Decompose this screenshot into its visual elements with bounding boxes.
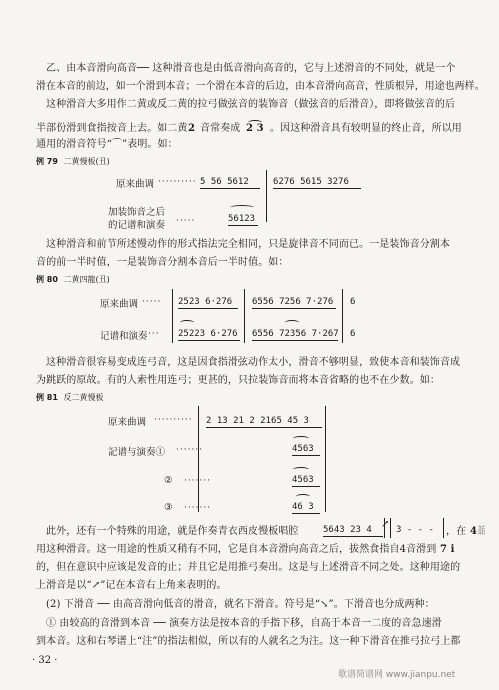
underline xyxy=(200,188,260,189)
example-label: 例 80 二黄四龍(丑) xyxy=(36,275,110,284)
paragraph-text: 用这种滑音。这一用途的性质又稍有不同，它是自本音滑向高音之后，拔然食指自4音滑到 xyxy=(36,544,437,555)
row-label: 的记谱和演奏 xyxy=(108,220,166,231)
inline-note: 2 xyxy=(188,123,196,134)
barline xyxy=(198,406,199,512)
leader-dots: ·········· xyxy=(154,415,193,425)
measure-notes: 6276 5615 3276 xyxy=(273,177,349,187)
paragraph-text: 此外，还有一个特殊的用途，就是作奏青衣西皮慢板唱腔 xyxy=(46,526,299,537)
paragraph-text: 音常奏成 xyxy=(200,123,241,134)
measure-notes: 4563 xyxy=(292,444,314,454)
slur-mark xyxy=(248,120,262,125)
example-label: 例 79 二黄慢板(丑) xyxy=(36,157,110,166)
measure-notes: 5643 23 4 xyxy=(323,525,372,535)
measure-notes: 3 - - - xyxy=(396,525,434,535)
paragraph-text: 这种滑音和前节所述慢动作的形式指法完全相同，只是旋律音不同而已。一是装饰音分割本 xyxy=(46,239,450,250)
measure-notes: 56123 xyxy=(228,214,256,224)
leader-dots: ····· xyxy=(176,216,196,226)
paragraph-text: 上滑音是以“↗”记在本音右上角来表明的。 xyxy=(36,580,227,591)
measure-notes: 46 3 xyxy=(292,502,314,512)
slur-mark xyxy=(293,467,309,472)
slur-mark xyxy=(296,494,310,499)
row-label: ② xyxy=(164,475,173,486)
barline xyxy=(172,289,173,343)
leader-dots: ······· xyxy=(176,445,204,455)
slur-mark xyxy=(293,436,309,441)
paragraph-text: 这种滑音大多用作二黄或反二黄的拉弓做弦音的装饰音（做弦音的后滑音），即将做弦音的后 xyxy=(46,99,456,110)
leader-dots: ······· xyxy=(184,476,212,486)
row-label: ③ xyxy=(164,502,173,513)
underline xyxy=(323,536,383,537)
measure-notes: 6 xyxy=(350,297,356,307)
leader-dots: ······· xyxy=(184,503,212,513)
underline xyxy=(252,340,338,341)
inline-note: 2 3 xyxy=(246,123,264,134)
row-label: 記谱与演奏① xyxy=(108,447,166,458)
underline xyxy=(273,188,361,189)
paragraph-text: 。因这种滑音具有较明显的终止音，所以用 xyxy=(270,123,462,134)
paragraph-text: 音后 xyxy=(478,526,486,537)
underline xyxy=(292,455,320,456)
page-number: · 32 · xyxy=(32,655,58,666)
inline-note: 7 i xyxy=(440,544,455,555)
measure-notes: 25223 6·276 xyxy=(178,329,238,339)
paragraph-text: ① 由较高的音滑到本音 ── 演奏方法是按本音的手指下移，自高于本音一二度的音急速滑 xyxy=(46,618,442,629)
paragraph-text: 的，但在意识中应该是发音的止；并且它是用推弓奏出。这是与上述滑音不同之处。这种用途的 xyxy=(36,562,461,573)
watermark: 歌谱简谱网 www.jianpu.net xyxy=(338,670,456,680)
paragraph-text: 为跳跃的原故。有的人索性用连弓；更甚的，只拉装饰音而将本音省略的也不在少数。如： xyxy=(36,375,440,386)
row-label: 加装饰音之后 xyxy=(108,207,166,218)
paragraph-text: 乙、由本音滑向高音── 这种滑音也是由低音滑向高音的，它与上述滑音的不同处，就是一个 xyxy=(46,63,456,74)
barline xyxy=(325,406,326,512)
slur-mark xyxy=(285,320,299,325)
example-label: 例 81 反二黄慢板 xyxy=(36,393,104,402)
paragraph-text: 通用的滑音符号“⌒”表明。如： xyxy=(36,139,178,150)
underline xyxy=(178,340,240,341)
slur-mark xyxy=(180,320,194,325)
row-label: 记谱和演奏 xyxy=(100,331,148,342)
leader-dots: ·········· xyxy=(158,177,197,187)
measure-notes: 5 56 5612 xyxy=(200,177,249,187)
leader-dots: ··· xyxy=(148,329,160,339)
underline xyxy=(292,513,320,514)
row-label: 原来曲调 xyxy=(100,299,139,310)
measure-notes: 4563 xyxy=(292,475,314,485)
paragraph-text: 半部份滑到食指按音上去。如二黄 xyxy=(36,123,188,134)
leader-dots: ····· xyxy=(142,297,162,307)
measure-notes: 6556 72356 7·267 xyxy=(252,329,339,339)
paragraph-text: 到本音。这和右琴谱上“注”的指法相似，所以有的人就名之为注。这一种下滑音在推弓拉弓上都 xyxy=(36,636,461,647)
paragraph-text: 这种滑音很容易变成连弓音，这是因食指滑弦动作太小，滑音不够明显，致使本音和装饰音成 xyxy=(46,357,461,368)
barline xyxy=(266,170,267,222)
slide-up-icon: ↗ xyxy=(381,519,390,530)
barline xyxy=(443,518,444,538)
barline xyxy=(244,289,245,343)
paragraph-text: ，在 xyxy=(446,526,467,537)
paragraph-text: 音的前一半时值，一是装饰音分割本音后一半时值。如： xyxy=(36,257,289,268)
measure-notes: 2523 6·276 xyxy=(178,297,233,307)
underline xyxy=(292,486,320,487)
underline xyxy=(252,308,336,309)
underline xyxy=(206,427,322,428)
measure-notes: 6 xyxy=(350,329,356,339)
paragraph-text: (2) 下滑音 ── 由高音滑向低音的滑音，就名下滑音。符号是“↘”。下滑音也分成两种： xyxy=(46,599,435,610)
double-barline xyxy=(384,518,391,538)
underline xyxy=(228,225,258,226)
measure-notes: 2 13 21 2 2165 45 3 xyxy=(206,416,309,426)
inline-note: 4 xyxy=(470,526,478,537)
slur-mark xyxy=(230,205,254,210)
barline xyxy=(342,289,343,343)
row-label: 原来曲调 xyxy=(116,179,155,190)
row-label: 原来曲调 xyxy=(108,417,147,428)
paragraph-text: 滑在本音的前边，如一个滑到本音；一个滑在本音的后边，由本音滑向高音，性质根异，用途也两样。 xyxy=(36,81,485,92)
measure-notes: 6556 7256 7·276 xyxy=(252,297,334,307)
underline xyxy=(178,308,238,309)
